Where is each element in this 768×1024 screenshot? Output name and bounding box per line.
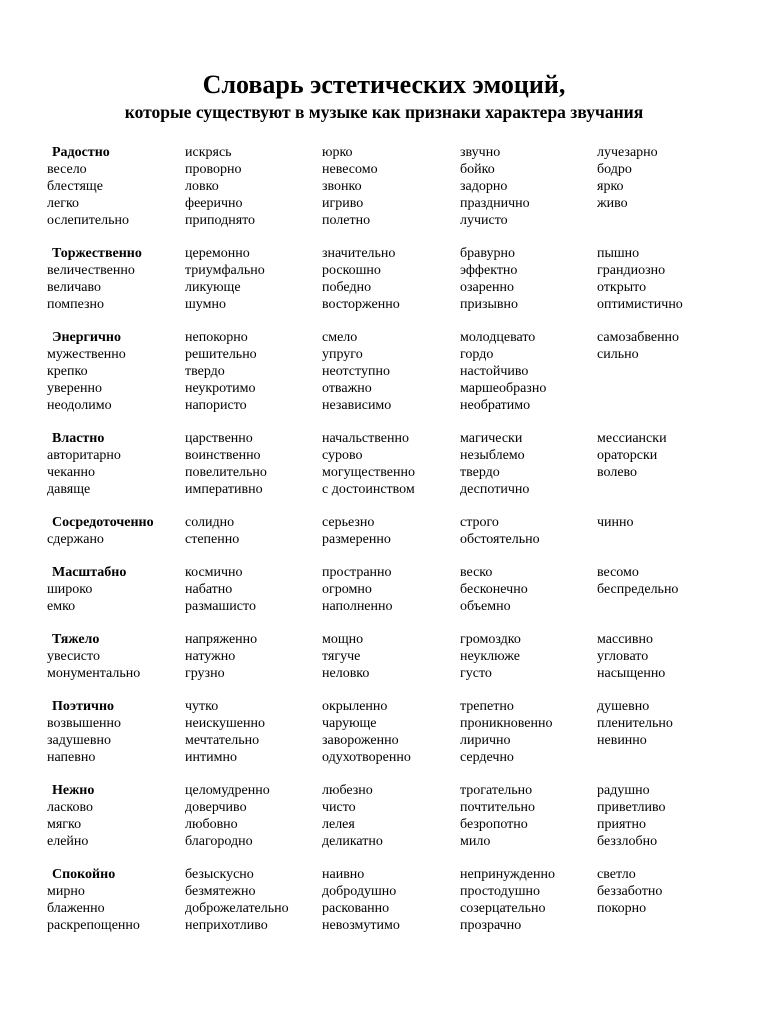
- emotion-word: одухотворенно: [322, 750, 411, 765]
- emotion-word: чисто: [322, 800, 356, 815]
- emotion-word: твердо: [460, 465, 500, 480]
- word-column: [185, 329, 257, 414]
- emotion-word: угловато: [597, 649, 649, 664]
- emotion-word: деспотично: [460, 482, 530, 497]
- word-column: [322, 430, 415, 498]
- group-heading: Радостно: [52, 145, 110, 160]
- emotion-word: авторитарно: [47, 448, 121, 463]
- emotion-word: добродушно: [322, 884, 397, 899]
- emotion-word: доброжелательно: [185, 901, 289, 916]
- emotion-word: непринужденно: [460, 867, 555, 882]
- emotion-word: интимно: [185, 750, 237, 765]
- emotion-word: натужно: [185, 649, 236, 664]
- emotion-word: обстоятельно: [460, 532, 540, 547]
- emotion-word: решительно: [185, 347, 257, 362]
- word-column: [460, 564, 528, 615]
- word-column: [597, 329, 679, 363]
- group-heading: Тяжело: [52, 632, 100, 647]
- word-column: [460, 631, 521, 682]
- emotion-word: лелея: [322, 817, 355, 832]
- group-heading: Энергично: [52, 330, 121, 345]
- emotion-word: императивно: [185, 482, 263, 497]
- emotion-word: ослепительно: [47, 213, 129, 228]
- emotion-word: любезно: [322, 783, 373, 798]
- emotion-word: уверенно: [47, 381, 102, 396]
- word-column: [47, 245, 142, 313]
- emotion-word: приветливо: [597, 800, 666, 815]
- emotion-word: восторженно: [322, 297, 400, 312]
- emotion-word: пространно: [322, 565, 392, 580]
- emotion-word: безмятежно: [185, 884, 256, 899]
- emotion-word: воинственно: [185, 448, 261, 463]
- emotion-word: смело: [322, 330, 358, 345]
- word-column: [185, 631, 257, 682]
- emotion-word: начальственно: [322, 431, 409, 446]
- emotion-word: блестяще: [47, 179, 103, 194]
- emotion-word: отважно: [322, 381, 372, 396]
- group-heading: Поэтично: [52, 699, 115, 714]
- group-heading: Сосредоточенно: [52, 515, 154, 530]
- emotion-word: грузно: [185, 666, 225, 681]
- emotion-word: упруго: [322, 347, 363, 362]
- emotion-word: приятно: [597, 817, 647, 832]
- word-column: [460, 782, 535, 850]
- emotion-word: сдержано: [47, 532, 104, 547]
- emotion-word: юрко: [322, 145, 353, 160]
- emotion-word: бесконечно: [460, 582, 528, 597]
- emotion-word: доверчиво: [185, 800, 247, 815]
- emotion-word: прозрачно: [460, 918, 522, 933]
- emotion-word: лучисто: [460, 213, 508, 228]
- emotion-word: светло: [597, 867, 636, 882]
- emotion-word: чеканно: [47, 465, 96, 480]
- emotion-word: целомудренно: [185, 783, 270, 798]
- emotion-word: завороженно: [322, 733, 399, 748]
- emotion-word: неловко: [322, 666, 370, 681]
- word-column: [597, 564, 678, 598]
- emotion-word: ловко: [185, 179, 219, 194]
- emotion-word: магически: [460, 431, 523, 446]
- emotion-word: возвышенно: [47, 716, 122, 731]
- emotion-word: степенно: [185, 532, 240, 547]
- word-column: [460, 329, 546, 414]
- emotion-word: неуклюже: [460, 649, 520, 664]
- emotion-word: настойчиво: [460, 364, 529, 379]
- emotion-word: веско: [460, 565, 493, 580]
- emotion-word: шумно: [185, 297, 226, 312]
- emotion-word: пышно: [597, 246, 640, 261]
- word-column: [322, 564, 393, 615]
- word-column: [597, 782, 666, 850]
- emotion-word: мягко: [47, 817, 82, 832]
- emotion-word: эффектно: [460, 263, 518, 278]
- word-column: [47, 514, 154, 548]
- emotion-word: приподнято: [185, 213, 256, 228]
- emotion-word: громоздко: [460, 632, 521, 647]
- emotion-word: крепко: [47, 364, 88, 379]
- emotion-word: неискушенно: [185, 716, 265, 731]
- emotion-word: давяще: [47, 482, 91, 497]
- emotion-word: безыскусно: [185, 867, 254, 882]
- emotion-word: гордо: [460, 347, 494, 362]
- emotion-word: густо: [460, 666, 492, 681]
- word-column: [597, 698, 673, 749]
- emotion-word: мужественно: [47, 347, 126, 362]
- word-column: [185, 564, 256, 615]
- emotion-word: наполненно: [322, 599, 393, 614]
- group-heading: Спокойно: [52, 867, 116, 882]
- word-column: [47, 329, 126, 414]
- word-column: [460, 144, 530, 229]
- emotion-word: пленительно: [597, 716, 673, 731]
- emotion-word: проникновенно: [460, 716, 553, 731]
- emotion-word: строго: [460, 515, 499, 530]
- word-column: [322, 329, 391, 414]
- group-heading: Торжественно: [52, 246, 142, 261]
- word-column: [460, 866, 555, 934]
- word-column: [322, 245, 400, 313]
- emotion-word: лирично: [460, 733, 511, 748]
- emotion-word: беззаботно: [597, 884, 663, 899]
- emotion-word: мечтательно: [185, 733, 260, 748]
- emotion-word: чинно: [597, 515, 634, 530]
- emotion-word: искрясь: [185, 145, 232, 160]
- emotion-word: феерично: [185, 196, 243, 211]
- emotion-word: мощно: [322, 632, 364, 647]
- emotion-word: бодро: [597, 162, 632, 177]
- emotion-word: призывно: [460, 297, 519, 312]
- emotion-word: звонко: [322, 179, 362, 194]
- word-column: [185, 782, 270, 850]
- emotion-word: любовно: [185, 817, 238, 832]
- emotion-word: почтительно: [460, 800, 535, 815]
- emotion-word: бойко: [460, 162, 495, 177]
- emotion-word: лучезарно: [597, 145, 658, 160]
- emotion-word: самозабвенно: [597, 330, 680, 345]
- emotion-word: оптимистично: [597, 297, 683, 312]
- emotion-word: задорно: [460, 179, 508, 194]
- emotion-word: роскошно: [322, 263, 381, 278]
- emotion-word: емко: [47, 599, 76, 614]
- emotion-word: весело: [47, 162, 87, 177]
- word-column: [597, 631, 665, 682]
- emotion-word: необратимо: [460, 398, 531, 413]
- emotion-word: повелительно: [185, 465, 267, 480]
- emotion-word: значительно: [322, 246, 396, 261]
- word-column: [47, 698, 121, 766]
- emotion-word: живо: [597, 196, 628, 211]
- emotion-word: трогательно: [460, 783, 533, 798]
- emotion-word: объемно: [460, 599, 511, 614]
- emotion-word: блаженно: [47, 901, 105, 916]
- emotion-word: с достоинством: [322, 482, 415, 497]
- emotion-word: триумфально: [185, 263, 265, 278]
- word-column: [322, 631, 369, 682]
- emotion-word: победно: [322, 280, 372, 295]
- emotion-word: невозмутимо: [322, 918, 400, 933]
- emotion-word: благородно: [185, 834, 253, 849]
- word-column: [322, 144, 378, 229]
- emotion-word: раскрепощенно: [47, 918, 140, 933]
- word-column: [47, 144, 129, 229]
- emotion-word: твердо: [185, 364, 225, 379]
- emotion-word: сильно: [597, 347, 639, 362]
- emotion-word: напряженно: [185, 632, 258, 647]
- emotion-word: полетно: [322, 213, 371, 228]
- word-column: [322, 866, 400, 934]
- emotion-word: маршеобразно: [460, 381, 547, 396]
- emotion-word: сурово: [322, 448, 363, 463]
- word-column: [597, 514, 634, 531]
- emotion-word: ярко: [597, 179, 624, 194]
- emotion-word: открыто: [597, 280, 647, 295]
- word-column: [460, 245, 518, 313]
- emotion-word: беспредельно: [597, 582, 679, 597]
- emotion-word: царственно: [185, 431, 253, 446]
- word-column: [322, 782, 383, 850]
- emotion-word: серьезно: [322, 515, 375, 530]
- emotion-word: простодушно: [460, 884, 540, 899]
- emotion-word: космично: [185, 565, 243, 580]
- word-column: [47, 866, 140, 934]
- word-column: [597, 866, 662, 917]
- emotion-word: молодцевато: [460, 330, 536, 345]
- emotion-word: легко: [47, 196, 80, 211]
- emotion-word: неодолимо: [47, 398, 112, 413]
- emotion-word: созерцательно: [460, 901, 546, 916]
- emotion-word: насыщенно: [597, 666, 666, 681]
- emotion-word: массивно: [597, 632, 653, 647]
- word-column: [322, 514, 391, 548]
- word-column: [460, 430, 529, 498]
- word-column: [47, 430, 121, 498]
- emotion-word: напористо: [185, 398, 247, 413]
- emotion-word: покорно: [597, 901, 647, 916]
- emotion-word: проворно: [185, 162, 242, 177]
- emotion-word: озаренно: [460, 280, 514, 295]
- emotion-word: мирно: [47, 884, 85, 899]
- emotion-word: размашисто: [185, 599, 256, 614]
- word-column: [185, 698, 265, 766]
- word-column: [460, 698, 553, 766]
- group-heading: Масштабно: [52, 565, 127, 580]
- emotion-word: сердечно: [460, 750, 514, 765]
- emotion-word: бравурно: [460, 246, 515, 261]
- emotion-word: чарующе: [322, 716, 377, 731]
- emotion-word: неотступно: [322, 364, 390, 379]
- emotion-word: звучно: [460, 145, 501, 160]
- emotion-word: независимо: [322, 398, 392, 413]
- word-column: [47, 564, 126, 615]
- word-column: [185, 430, 267, 498]
- emotion-word: грандиозно: [597, 263, 666, 278]
- emotion-word: ласково: [47, 800, 94, 815]
- emotion-word: трепетно: [460, 699, 514, 714]
- emotion-word: незыблемо: [460, 448, 525, 463]
- emotion-word: ликующе: [185, 280, 241, 295]
- emotion-word: огромно: [322, 582, 372, 597]
- emotion-word: солидно: [185, 515, 235, 530]
- emotion-word: набатно: [185, 582, 233, 597]
- group-heading: Нежно: [52, 783, 95, 798]
- emotion-word: монументально: [47, 666, 141, 681]
- emotion-word: тягуче: [322, 649, 361, 664]
- emotion-word: неприхотливо: [185, 918, 268, 933]
- emotion-word: непокорно: [185, 330, 248, 345]
- emotion-word: размеренно: [322, 532, 391, 547]
- word-column: [185, 245, 265, 313]
- emotion-word: мило: [460, 834, 491, 849]
- document-subtitle: которые существуют в музыке как признаки характера звучания: [124, 102, 644, 122]
- emotion-word: широко: [47, 582, 93, 597]
- word-column: [597, 144, 658, 212]
- emotion-word: невесомо: [322, 162, 378, 177]
- emotion-word: волево: [597, 465, 638, 480]
- emotion-word: раскованно: [322, 901, 390, 916]
- emotion-word: могущественно: [322, 465, 416, 480]
- word-column: [597, 430, 667, 481]
- emotion-word: наивно: [322, 867, 365, 882]
- emotion-word: задушевно: [47, 733, 111, 748]
- word-column: [47, 782, 94, 850]
- emotion-word: чутко: [185, 699, 219, 714]
- group-heading: Властно: [52, 431, 105, 446]
- emotion-word: душевно: [597, 699, 650, 714]
- emotion-word: окрыленно: [322, 699, 388, 714]
- emotion-word: ораторски: [597, 448, 658, 463]
- emotion-word: напевно: [47, 750, 96, 765]
- word-column: [322, 698, 411, 766]
- emotion-word: деликатно: [322, 834, 383, 849]
- emotion-word: елейно: [47, 834, 89, 849]
- emotion-word: безропотно: [460, 817, 528, 832]
- emotion-word: неукротимо: [185, 381, 256, 396]
- word-column: [47, 631, 140, 682]
- emotion-word: весомо: [597, 565, 639, 580]
- word-column: [185, 514, 239, 548]
- emotion-word: величественно: [47, 263, 135, 278]
- emotion-word: мессиански: [597, 431, 667, 446]
- word-column: [185, 144, 255, 229]
- document-title: Словарь эстетических эмоций,: [202, 70, 566, 99]
- word-column: [460, 514, 540, 548]
- emotion-word: увесисто: [47, 649, 100, 664]
- emotion-word: помпезно: [47, 297, 104, 312]
- emotion-word: радушно: [597, 783, 650, 798]
- emotion-word: игриво: [322, 196, 364, 211]
- emotion-word: церемонно: [185, 246, 250, 261]
- emotion-word: величаво: [47, 280, 101, 295]
- word-column: [185, 866, 289, 934]
- emotion-word: празднично: [460, 196, 530, 211]
- emotion-word: беззлобно: [597, 834, 658, 849]
- emotion-word: невинно: [597, 733, 647, 748]
- word-column: [597, 245, 683, 313]
